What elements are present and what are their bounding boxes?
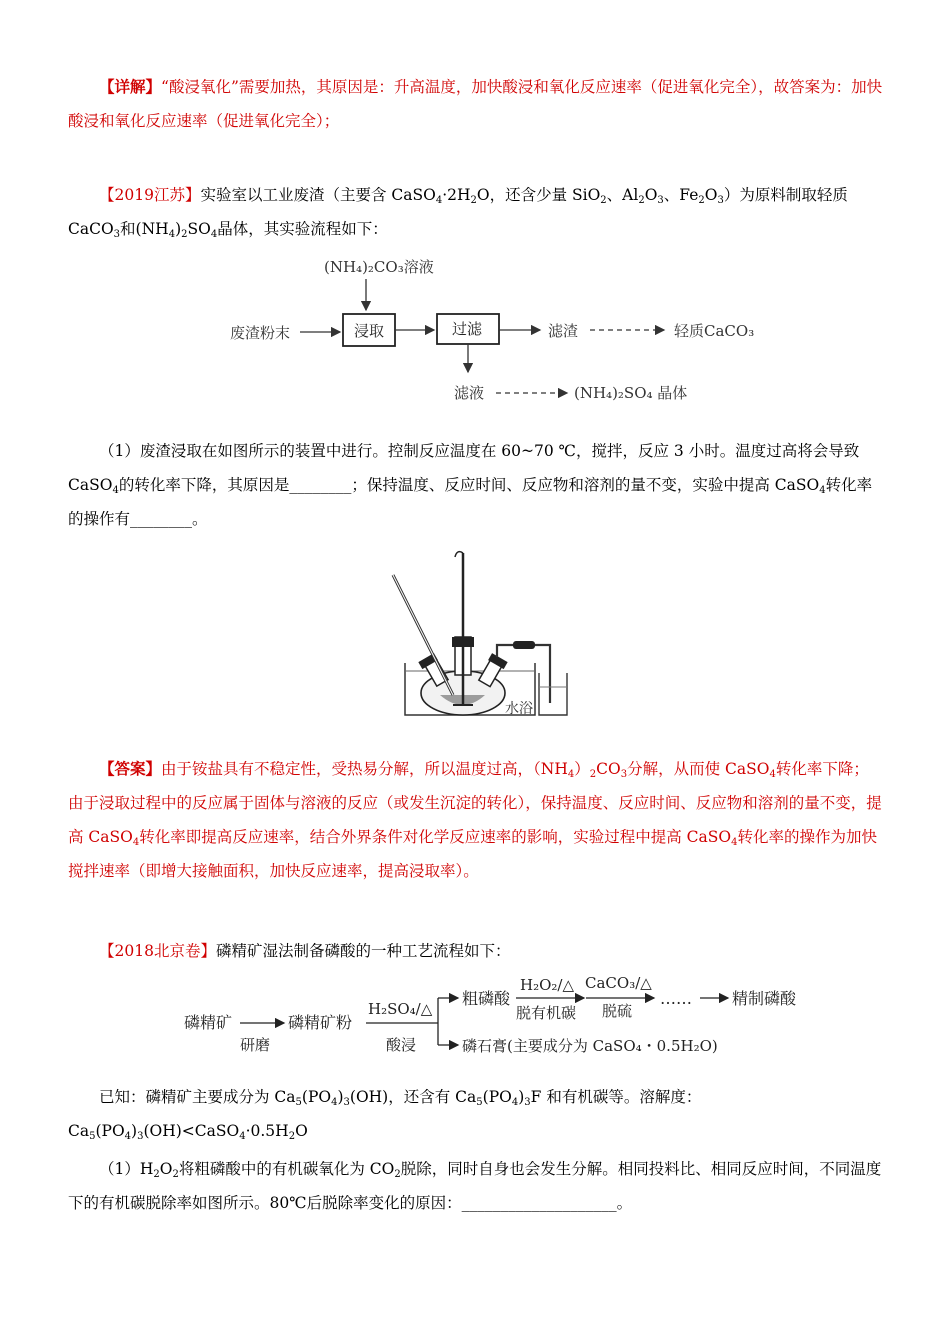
sub: 2 bbox=[698, 195, 705, 206]
text: 由于铵盐具有不稳定性，受热易分解，所以温度过高，（NH bbox=[161, 760, 568, 778]
q2018-solubility bbox=[68, 1114, 883, 1148]
flow-final: 精制磷酸 bbox=[732, 989, 797, 1008]
sub: 2 bbox=[394, 1169, 401, 1180]
sub: 5 bbox=[89, 1131, 96, 1142]
flow-step-grind: 研磨 bbox=[240, 1036, 271, 1054]
text: O bbox=[295, 1122, 308, 1140]
text: ；保持温度、反应时间、反应物和溶剂的量不变，实验中提高 CaSO bbox=[351, 476, 820, 494]
text: CO bbox=[596, 760, 621, 778]
flow-reagent-caco3: CaCO₃/△ bbox=[585, 974, 652, 992]
text: 已知：磷精矿主要成分为 Ca bbox=[99, 1088, 296, 1106]
sub: 2 bbox=[638, 195, 645, 206]
sub: 3 bbox=[137, 1131, 144, 1142]
flow-prod1: 轻质CaCO₃ bbox=[674, 322, 755, 340]
text: ）为原料制取轻质 CaCO bbox=[68, 186, 848, 238]
text: 晶体，其实验流程如下： bbox=[217, 220, 388, 238]
text: 转化率下降；由于浸取过程中的反应属于固体与溶液的反应（或发生沉淀的转化），保持温度、反应时间、反应物和溶剂的量不变，提高 CaSO bbox=[68, 760, 882, 846]
q2018-question1 bbox=[68, 1152, 883, 1220]
q2018-known bbox=[68, 1080, 883, 1114]
text: 转化率的操作为加快搅拌速率（即增大接触面积，加快反应速率，提高浸取率）。 bbox=[68, 828, 877, 880]
sub: 4 bbox=[819, 485, 826, 496]
flow-byproduct: 磷石膏(主要成分为 CaSO₄・0.5H₂O) bbox=[462, 1037, 718, 1055]
q2019-label: 【2019江苏】 bbox=[99, 186, 201, 204]
text: Ca bbox=[68, 1122, 90, 1140]
flow-crude: 粗磷酸 bbox=[462, 989, 511, 1008]
apparatus-label-water-bath: 水浴 bbox=[505, 701, 533, 717]
text: 脱除，同时自身也会发生分解。相同投料比、相同反应时间，不同温度下的有机碳脱除率如图所示。80℃后脱除率变化的原因： bbox=[68, 1160, 882, 1212]
flow-box2-label: 过滤 bbox=[452, 320, 483, 338]
sub: 4 bbox=[567, 769, 575, 780]
flow-step-acid-leach: 酸浸 bbox=[386, 1036, 417, 1054]
text: 、Fe bbox=[663, 186, 699, 204]
text: ） bbox=[574, 760, 590, 778]
text: ) bbox=[337, 1088, 344, 1106]
flow-out1: 滤渣 bbox=[548, 322, 579, 340]
detail-label: 【详解】 bbox=[99, 77, 162, 96]
flow-step-desulfur: 脱硫 bbox=[602, 1002, 633, 1020]
text: O bbox=[159, 1160, 173, 1178]
flow-input: 废渣粉末 bbox=[230, 324, 291, 342]
sub: 4 bbox=[210, 229, 218, 240]
sub: 3 bbox=[113, 229, 121, 240]
text: 。 bbox=[192, 510, 208, 528]
sub: 4 bbox=[511, 1097, 519, 1108]
text: (OH)<CaSO bbox=[143, 1122, 240, 1140]
text: F 和有机碳等。溶解度： bbox=[530, 1088, 702, 1106]
sub: 3 bbox=[343, 1097, 350, 1108]
flow-box1-label: 浸取 bbox=[354, 322, 385, 340]
text: ) bbox=[131, 1122, 138, 1140]
text: O bbox=[644, 186, 658, 204]
flow-start: 磷精矿 bbox=[184, 1013, 233, 1032]
flow-prod2: (NH₄)₂SO₄ 晶体 bbox=[574, 384, 688, 402]
detail-paragraph bbox=[68, 70, 883, 138]
sub: 2 bbox=[600, 195, 607, 206]
answer-blank[interactable]: ________ bbox=[130, 510, 193, 528]
flow-out2: 滤液 bbox=[454, 384, 485, 402]
beaker bbox=[539, 673, 567, 715]
sub: 2 bbox=[153, 1169, 160, 1180]
text: (PO bbox=[95, 1122, 125, 1140]
sub: 4 bbox=[168, 229, 176, 240]
sub: 4 bbox=[112, 485, 119, 496]
sub: 4 bbox=[132, 837, 140, 848]
sub: 4 bbox=[435, 195, 443, 206]
answer-label: 【答案】 bbox=[99, 759, 162, 778]
text: 转化率的操作有 bbox=[68, 476, 873, 528]
sub: 2 bbox=[288, 1131, 296, 1142]
q2018-intro bbox=[68, 934, 883, 968]
flow-step-decarbon: 脱有机碳 bbox=[516, 1004, 577, 1022]
detail-text: “酸浸氧化”需要加热，其原因是：升高温度，加快酸浸和氧化反应速率（促进氧化完全），故答案为：加快酸浸和氧化反应速率（促进氧化完全）； bbox=[68, 78, 883, 130]
text: (PO bbox=[301, 1088, 332, 1106]
thermometer-inner bbox=[393, 575, 453, 695]
text: 将粗磷酸中的有机碳氧化为 CO bbox=[178, 1160, 395, 1178]
sub: 2 bbox=[172, 1169, 179, 1180]
q2019-answer bbox=[68, 752, 883, 888]
apparatus-diagram bbox=[385, 545, 575, 720]
text: 的转化率下降，其原因是 bbox=[118, 476, 290, 494]
sub: 4 bbox=[731, 837, 738, 848]
text: ) bbox=[175, 220, 182, 238]
sub: 3 bbox=[717, 195, 724, 206]
q2019-intro bbox=[68, 178, 883, 246]
sub: 3 bbox=[524, 1097, 531, 1108]
text: 和(NH bbox=[120, 220, 169, 238]
text: O bbox=[704, 186, 718, 204]
text: （1）H bbox=[99, 1160, 154, 1178]
text: ) bbox=[518, 1088, 525, 1106]
text: (OH)，还含有 Ca bbox=[349, 1088, 477, 1106]
sub: 4 bbox=[331, 1097, 338, 1108]
text: ·2H bbox=[442, 186, 471, 204]
tube-connector bbox=[513, 641, 535, 649]
q2019-flowchart bbox=[220, 252, 780, 412]
sub: 4 bbox=[239, 1131, 246, 1142]
flow-reagent-h2so4: H₂SO₄/△ bbox=[368, 1000, 433, 1018]
sub: 2 bbox=[589, 769, 597, 780]
sub: 5 bbox=[295, 1097, 302, 1108]
text: 。 bbox=[616, 1194, 633, 1212]
answer-blank[interactable]: ____________________ bbox=[461, 1194, 617, 1212]
q2018-flowchart bbox=[180, 970, 840, 1062]
sub: 4 bbox=[124, 1131, 132, 1142]
q2019-question1 bbox=[68, 434, 883, 536]
text: 分解，从而使 CaSO bbox=[627, 760, 770, 778]
text: （1）废渣浸取在如图所示的装置中进行。控制反应温度在 60~70 ℃，搅拌，反应 3 小时。温度过高将会导致 CaSO bbox=[68, 442, 860, 494]
sub: 5 bbox=[476, 1097, 483, 1108]
flow-dots: …… bbox=[660, 989, 692, 1008]
text: 磷精矿湿法制备磷酸的一种工艺流程如下： bbox=[215, 942, 511, 960]
text: 转化率即提高反应速率，结合外界条件对化学反应速率的影响，实验过程中提高 CaSO bbox=[139, 828, 732, 846]
text: 、Al bbox=[606, 186, 639, 204]
text: (PO bbox=[482, 1088, 512, 1106]
flow-reagent: (NH₄)₂CO₃溶液 bbox=[324, 258, 434, 276]
sub: 2 bbox=[470, 195, 477, 206]
text: SO bbox=[187, 220, 211, 238]
flow-mid: 磷精矿粉 bbox=[288, 1013, 353, 1032]
q2018-label: 【2018北京卷】 bbox=[99, 942, 216, 960]
sub: 2 bbox=[181, 229, 188, 240]
sub: 3 bbox=[657, 195, 664, 206]
sub: 4 bbox=[769, 769, 776, 780]
answer-blank[interactable]: ________ bbox=[289, 476, 352, 494]
text: O，还含少量 SiO bbox=[476, 186, 601, 204]
text: ·0.5H bbox=[245, 1122, 289, 1140]
text: 实验室以工业废渣（主要含 CaSO bbox=[200, 186, 436, 204]
flow-reagent-h2o2: H₂O₂/△ bbox=[520, 976, 574, 994]
sub: 3 bbox=[620, 769, 628, 780]
